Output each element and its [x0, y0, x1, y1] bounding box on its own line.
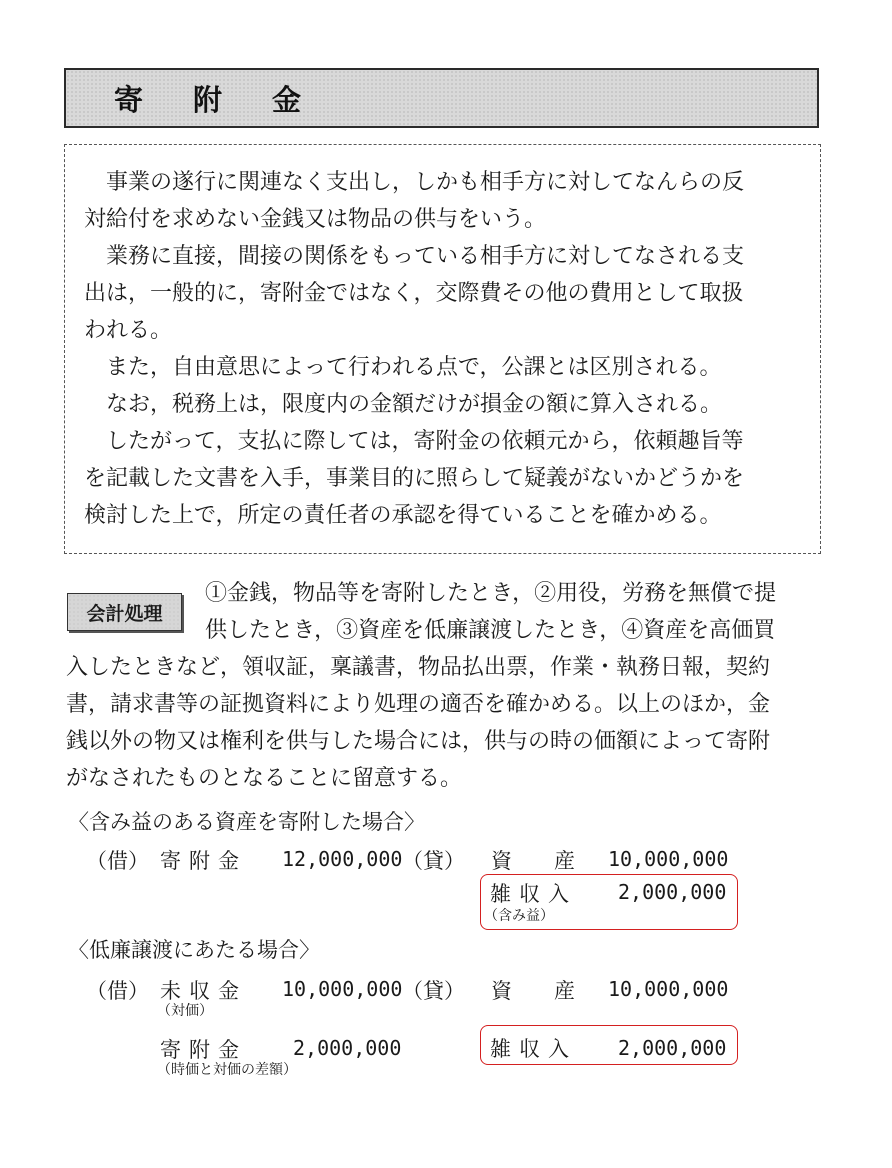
accounting-line-5: 銭以外の物又は権利を供与した場合には，供与の時の価額によって寄附	[66, 729, 771, 754]
case1-heading: 〈含み益のある資産を寄附した場合〉	[68, 810, 425, 834]
case1-credit2-amount: 2,000,000	[618, 880, 727, 904]
case2-credit1-account: 資 産	[491, 979, 575, 1003]
case2-debit2-amount: 2,000,000	[293, 1036, 402, 1060]
case1-debit-mark: （借）	[86, 849, 149, 873]
case2-credit2-amount: 2,000,000	[618, 1036, 727, 1060]
definition-paragraph-5: したがって，支払に際しては，寄附金の依頼元から，依頼趣旨等 を記載した文書を入手，事業目的に照らして疑義がないかどうかを 検討した上で，所定の責任者の承認を得ていることを確かめる。	[84, 429, 745, 528]
section-title-bar	[64, 68, 819, 128]
accounting-line-2: 供したとき，③資産を低廉譲渡したとき，④資産を高価買	[205, 618, 776, 643]
case2-credit-mark: （貸）	[402, 979, 465, 1003]
accounting-badge: 会計処理	[67, 593, 182, 631]
case2-debit1-account: 未収金	[160, 979, 247, 1003]
case2-credit2-account: 雑収入	[490, 1037, 577, 1061]
case2-debit2-note: （時価と対価の差額）	[157, 1062, 297, 1078]
accounting-line-4: 書，請求書等の証拠資料により処理の適否を確かめる。以上のほか，金	[66, 692, 771, 717]
case2-debit-mark: （借）	[86, 979, 149, 1003]
definition-paragraph-3: また，自由意思によって行われる点で，公課とは区別される。	[106, 355, 722, 380]
case2-heading: 〈低廉譲渡にあたる場合〉	[68, 938, 320, 962]
case1-debit-account: 寄附金	[160, 849, 247, 873]
case1-credit2-note: （含み益）	[484, 908, 554, 924]
case2-debit1-note: （対価）	[157, 1003, 213, 1019]
case1-credit1-amount: 10,000,000	[608, 847, 729, 871]
accounting-line-6: がなされたものとなることに留意する。	[66, 766, 463, 791]
case1-credit1-account: 資 産	[491, 849, 575, 873]
definition-paragraph-4: なお，税務上は，限度内の金額だけが損金の額に算入される。	[106, 392, 723, 417]
case1-credit-mark: （貸）	[402, 849, 465, 873]
case2-credit1-amount: 10,000,000	[608, 977, 729, 1001]
case1-debit-amount: 12,000,000	[282, 847, 403, 871]
accounting-line-1: ①金銭，物品等を寄附したとき，②用役，労務を無償で提	[205, 581, 777, 606]
accounting-line-3: 入したときなど，領収証，稟議書，物品払出票，作業・執務日報，契約	[66, 655, 771, 680]
case2-debit2-account: 寄附金	[160, 1038, 247, 1062]
case1-credit2-account: 雑収入	[490, 882, 577, 906]
definition-paragraph-1: 事業の遂行に関連なく支出し，しかも相手方に対してなんらの反 対給付を求めない金銭又は物品の供与をいう。	[84, 170, 745, 232]
definition-paragraph-2: 業務に直接，間接の関係をもっている相手方に対してなされる支 出は，一般的に，寄附金ではなく，交際費その他の費用として取扱 われる。	[84, 244, 745, 343]
case2-debit1-amount: 10,000,000	[282, 977, 403, 1001]
section-title: 寄附金	[114, 82, 352, 117]
